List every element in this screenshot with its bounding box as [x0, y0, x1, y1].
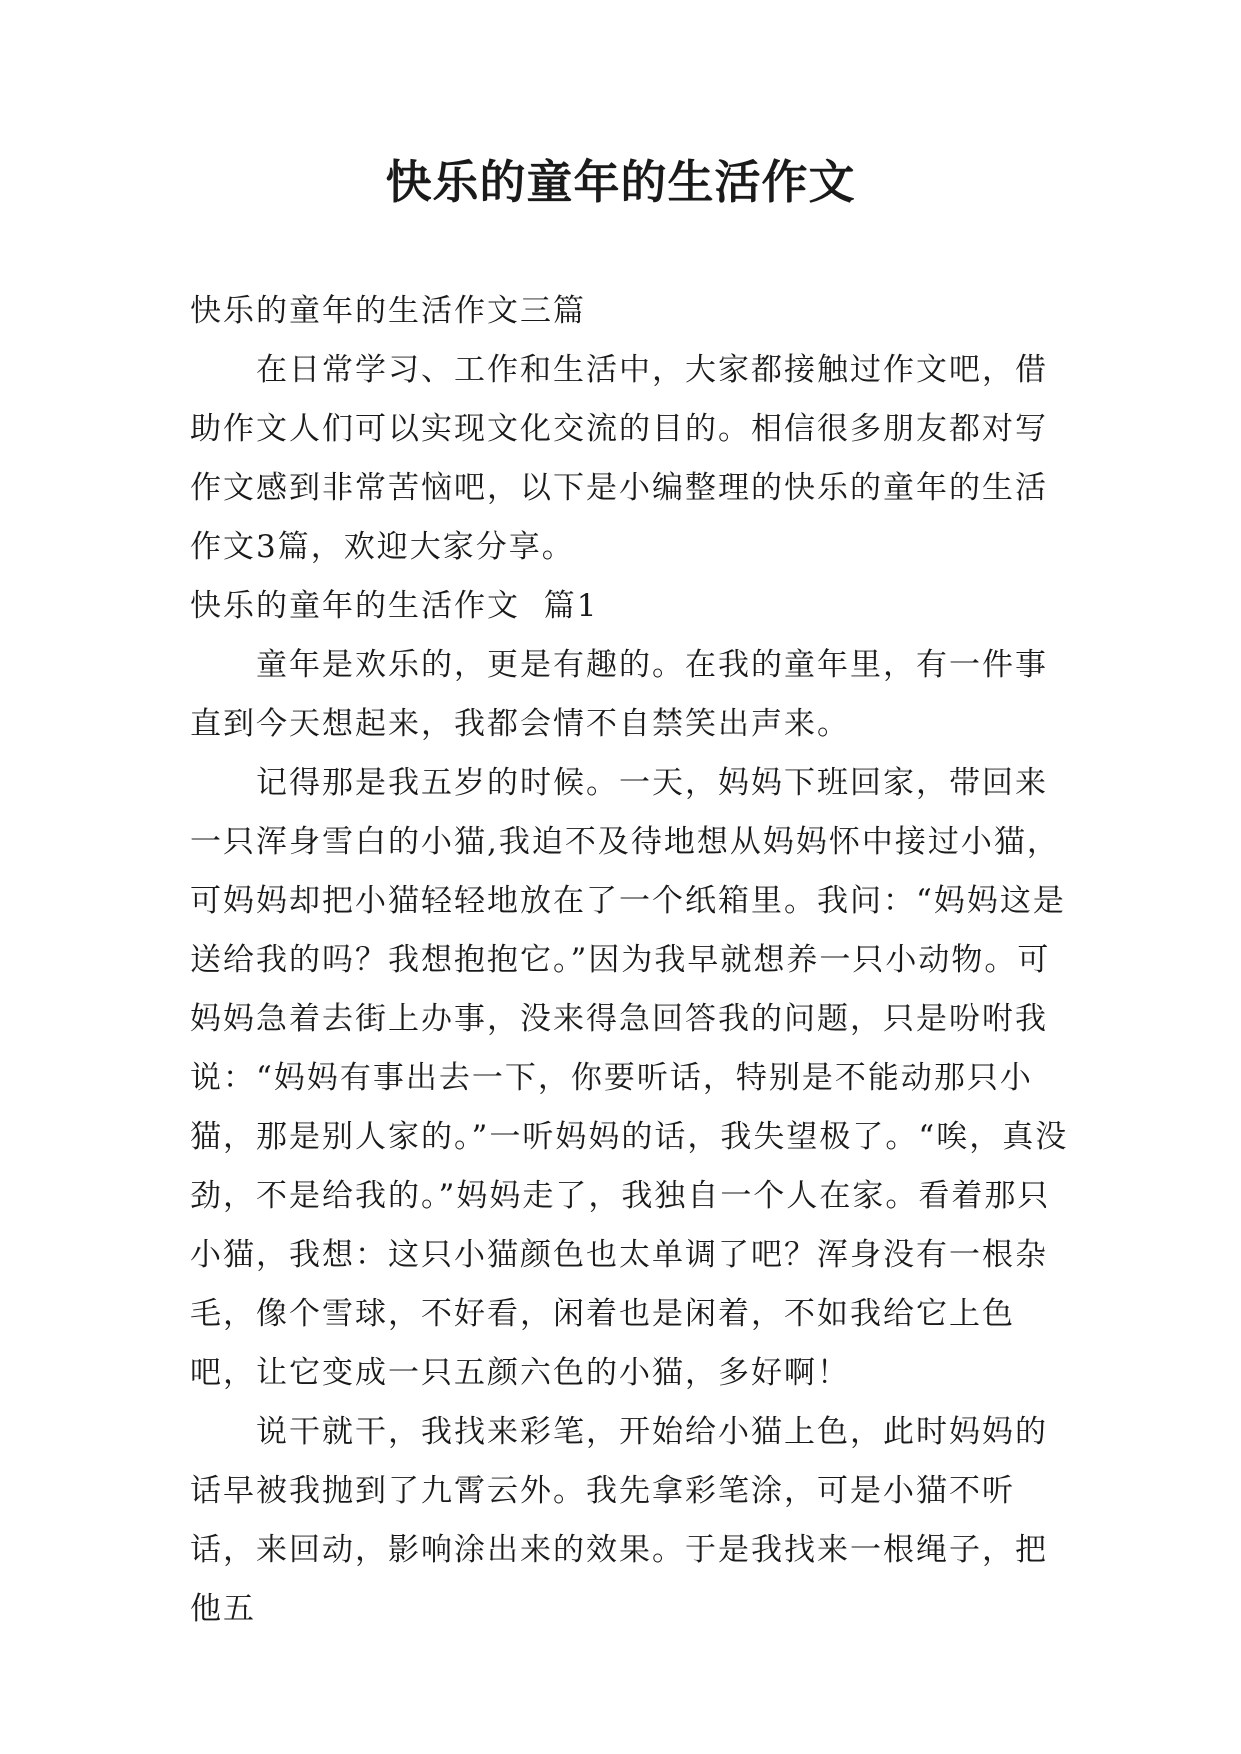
- collection-subtitle: 快乐的童年的生活作文三篇: [190, 293, 586, 329]
- body-paragraph: 童年是欢乐的，更是有趣的。在我的童年里，有一件事直到今天想起来，我都会情不自禁笑出声来。: [190, 647, 1048, 742]
- body-paragraph: 说干就干，我找来彩笔，开始给小猫上色，此时妈妈的话早被我抛到了九霄云外。我先拿彩笔涂，可是小猫不听话，来回动，影响涂出来的效果。于是我找来一根绳子，把他五: [190, 1414, 1048, 1627]
- document-body: [190, 282, 1070, 1639]
- document-title: 快乐的童年的生活作文: [385, 155, 856, 209]
- body-paragraph: 记得那是我五岁的时候。一天，妈妈下班回家，带回来一只浑身雪白的小猫,我迫不及待地想从妈妈怀中接过小猫，可妈妈却把小猫轻轻地放在了一个纸箱里。我问：“妈妈这是送给我的吗？我想抱抱它。”因为我早就想养一只小动物。可妈妈急着去街上办事，没来得急回答我的问题，只是吩咐我说：“妈妈有事出去一下，你要听话，特别是不能动那只小猫，那是别人家的。”一听妈妈的话，我失望极了。“唉，真没劲，不是给我的。”妈妈走了，我独自一个人在家。看着那只小猫，我想：这只小猫颜色也太单调了吧？浑身没有一根杂毛，像个雪球，不好看，闲着也是闲着，不如我给它上色吧，让它变成一只五颜六色的小猫，多好啊！: [190, 765, 1069, 1391]
- intro-paragraph: 在日常学习、工作和生活中，大家都接触过作文吧，借助作文人们可以实现文化交流的目的。相信很多朋友都对写作文感到非常苦恼吧，以下是小编整理的快乐的童年的生活作文3篇，欢迎大家分享。: [190, 352, 1048, 565]
- section-heading: 快乐的童年的生活作文 篇1: [190, 588, 599, 624]
